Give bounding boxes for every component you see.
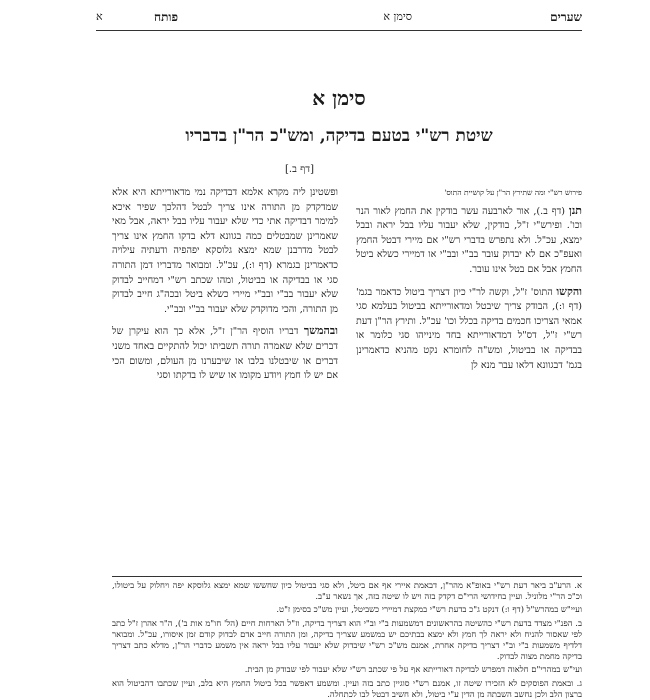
footnote: ועי"ש במהרי"ם חלאוה דמפרש לבדיקה דאורייתא אף על פי שכתב רש"י שלא יעבור לפי שבודק מן הבית. <box>244 664 582 675</box>
paragraph <box>356 285 582 374</box>
footnote: ג. ובאמת הפוסקים לא הזכירו שיטה זו, אמנם רש"י סוגיין כתב בזה ועיין. ומשמע דאפשר בכל ביטול החמץ היא בלב, ועיין שכתבו דהביטול הוא ברצון הלב ולכן נחשב השבתה מן הדין ע"י ביטול, ולא חשיב דבטל לבו לכתחלה. <box>112 677 582 699</box>
right-text-column <box>356 186 582 572</box>
paragraph-text: (דף ב.), אור לארבעה עשר בודקין את החמץ לאור הנר וכו'. ופירש"י ז"ל, בודקין, שלא יעבור עליו בבל יראה ובבל ימצא, עכ"ל. ולא נתפרש בדברי רש"י אם מיירי דבטל החמץ ואעפ"כ אם לא יבדוק עובר בב"י ובב"י או דמיירי כשלא ביטל החמץ אבל אם בטל אינו עובר. <box>356 205 582 275</box>
footnote: א. הרע"ב ביאר דעת רש"י באופ"א מהר"ן, דבאמת איירי אף אם ביטל, ולא סגי בביטול כיון שחששו שמא ימצא גלוסקא יפה ויחלוק על ביטולו, וכ"כ הר"י מלוניל. ועיין בחידושי הרי"ם דקדק בזה ויש לו שיטה בזה, אך נשאר ע"ב. <box>112 580 582 602</box>
paragraph-lead-word: ובהמשך <box>303 324 338 338</box>
left-text-column <box>112 186 338 572</box>
header-siman: סימן א <box>383 10 412 23</box>
paragraph-text: התוס' ז"ל, וקשה לר"י כיון דצריך ביטול כדאמר בגמ' (דף ו:), הבודק צריך שיבטל ומדאורייתא בביטול בעלמא סגי אמאי הצריכו חכמים בדיקה בכלל וכו' עכ"ל. ותירץ הר"ן דעת רש"י ז"ל, דס"ל דמדאורייתא בחד מינייהו סגי כלומר או בבדיקה או בביטול, ומש"ה לחומרא נקט מהניא כדאמרינן בגמ' דבגוונא דלאו עבר מנא לן <box>356 286 582 371</box>
footnote: ב. הפנ"י מצדד בדעת רש"י כהשיטה בהראשונים דמשמעות ב"י וב"י הוא דצריך בדיקה, וז"ל הארחות חיים (הל' חו"מ אות ב'), ה"ר אהרן ז"ל כתב לפי שאסור להניח ולא יראה לך חמץ ולא ימצא בבתיכם יש במשמע שצריך בדיקה, ומן התורה חייב אדם לבדוק קודם זמן איסורו, עכ"ל. ומבואר דלדיף משמעות ב"י וב"י דצריך בדיקה אחרת, אמנם מש"כ רש"י שיבדוק שלא יעבור עליו בבל יראה אין משמע כדברי הר"ן, מדלא כתב דצריך בדיקה מחמת מצוה לבדוק. <box>112 617 582 662</box>
running-header <box>96 8 582 30</box>
footnote-rule <box>112 576 582 577</box>
paragraph-lead-word: והקשו <box>556 284 582 298</box>
daf-reference: [דף ב.] <box>285 164 314 175</box>
footnotes <box>112 580 582 699</box>
chapter-title: סימן א <box>312 86 366 110</box>
header-page-letter: א <box>96 10 103 23</box>
header-book-name: שערים <box>550 10 582 24</box>
paragraph-lead-word: תנן <box>568 203 582 217</box>
paragraph <box>112 186 338 317</box>
paragraph-text: ופשטינן ליה מקרא אלמא דבדיקה נמי מדאורייתא היא אלא שמדקדק מן התורה אינו צריך לבטל דהלכך שפיר איכא למימר דבדיקה אתי כדי שלא יעבור עליו בבל יראה, אבל מאי שאמרינן שמבטלים כמה בגוונא דלא בדקו החמץ אינו צריך לבטל מדרבנן שמא ימצא גלוסקא יפהפיה ודעתיה עילויה כדאמרינן בגמרא (דף ו:), עכ"ל. ומבואר מדבריו דמן התורה סגי או בבדיקה או בביטול, ומהו שכתב רש"י דמחייב לבדוק שלא יעבור בב"י ובב"י מיירי כשלא ביטל ובכה"ג חייב לבדוק מן התורה, והכי מדוקדק שלא יעבור בב"י ובב"י. <box>112 187 338 315</box>
chapter-subtitle: שיטת רש"י בטעם בדיקה, ומש"כ הר"ן בדבריו <box>185 126 493 146</box>
header-section-name: פותח <box>154 10 179 24</box>
footnote: ועיי"ש במהרש"ל (דף ו:) דנקט ג"כ בדעת רש"י במקצת דמיירי כשביטל, ועיין מש"כ בסימן ז"ט. <box>276 604 582 615</box>
header-rule <box>96 30 582 31</box>
column-note: פירוש רש"י ומה שתירץ הר"ן על קושיית התוס' <box>444 188 582 197</box>
paragraph <box>356 204 582 278</box>
paragraph-text: דבריו הוסיף הר"ן ז"ל, אלא כך הוא עיקרן של דברים שלא שאמרה תורה תשביתו יכול להתקיים באחד משני דברים או שיבטלנו בלבו או שיבערנו מן העולם, ומשום הכי אם יש לו חמץ ויודע מקומו או שיש לו בדקתו וסגי <box>112 326 338 382</box>
paragraph <box>112 324 338 383</box>
